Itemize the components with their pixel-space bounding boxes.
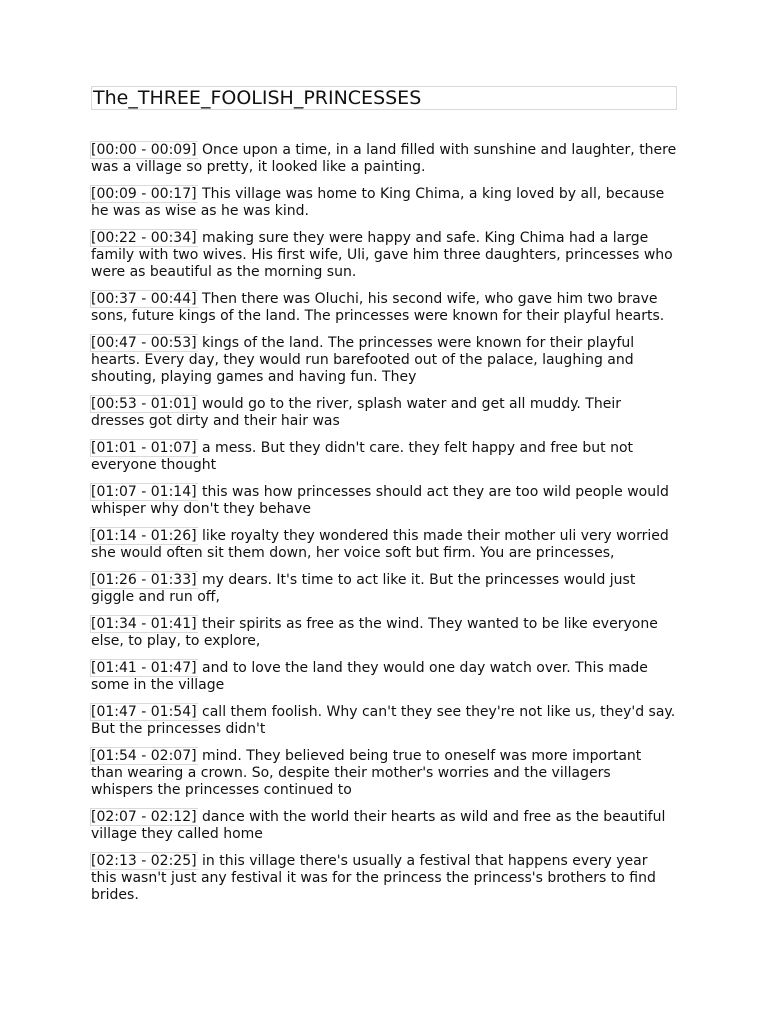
entry-text: a mess. But they didn't care. they felt happy and free but not everyone thought	[91, 440, 633, 473]
timestamp: [00:47 - 00:53]	[91, 335, 197, 351]
transcript-entry	[91, 335, 677, 386]
transcript-entries	[91, 142, 677, 904]
timestamp: [01:34 - 01:41]	[91, 616, 197, 632]
transcript-entry	[91, 616, 677, 650]
entry-text: this was how princesses should act they are too wild people would whisper why don't they behave	[91, 484, 669, 517]
entry-text: like royalty they wondered this made their mother uli very worried she would often sit them down, her voice soft but firm. You are princesses,	[91, 528, 669, 561]
transcript-entry	[91, 230, 677, 281]
entry-text: Once upon a time, in a land filled with sunshine and laughter, there was a village so pretty, it looked like a painting.	[91, 142, 677, 175]
timestamp: [00:00 - 00:09]	[91, 142, 197, 158]
timestamp: [01:54 - 02:07]	[91, 748, 197, 764]
timestamp: [01:01 - 01:07]	[91, 440, 197, 456]
transcript-entry	[91, 142, 677, 176]
transcript-entry	[91, 440, 677, 474]
timestamp: [01:47 - 01:54]	[91, 704, 197, 720]
entry-text: Then there was Oluchi, his second wife, who gave him two brave sons, future kings of the land. The princesses were known for their playful hearts.	[91, 291, 665, 324]
timestamp: [00:53 - 01:01]	[91, 396, 197, 412]
transcript-entry	[91, 748, 677, 799]
transcript-entry	[91, 809, 677, 843]
entry-text: mind. They believed being true to oneself was more important than wearing a crown. So, despite their mother's worries and the villagers whispers the princesses continued to	[91, 748, 642, 798]
transcript-entry	[91, 572, 677, 606]
transcript-entry	[91, 528, 677, 562]
entry-text: kings of the land. The princesses were known for their playful hearts. Every day, they would run barefooted out of the palace, laughing and shouting, playing games and having fun. They	[91, 335, 635, 385]
transcript-entry	[91, 704, 677, 738]
transcript-entry	[91, 291, 677, 325]
transcript-entry	[91, 484, 677, 518]
document-page	[91, 86, 677, 914]
timestamp: [02:13 - 02:25]	[91, 853, 197, 869]
timestamp: [00:22 - 00:34]	[91, 230, 197, 246]
timestamp: [01:14 - 01:26]	[91, 528, 197, 544]
timestamp: [00:37 - 00:44]	[91, 291, 197, 307]
timestamp: [01:41 - 01:47]	[91, 660, 197, 676]
entry-text: making sure they were happy and safe. King Chima had a large family with two wives. His first wife, Uli, gave him three daughters, princesses who were as beautiful as the morning sun.	[91, 230, 673, 280]
entry-text: call them foolish. Why can't they see they're not like us, they'd say. But the princesses didn't	[91, 704, 676, 737]
entry-text: and to love the land they would one day watch over. This made some in the village	[91, 660, 648, 693]
transcript-entry	[91, 186, 677, 220]
transcript-entry	[91, 396, 677, 430]
timestamp: [00:09 - 00:17]	[91, 186, 197, 202]
entry-text: my dears. It's time to act like it. But the princesses would just giggle and run off,	[91, 572, 636, 605]
entry-text: This village was home to King Chima, a king loved by all, because he was as wise as he was kind.	[91, 186, 665, 219]
timestamp: [01:07 - 01:14]	[91, 484, 197, 500]
transcript-entry	[91, 660, 677, 694]
timestamp: [01:26 - 01:33]	[91, 572, 197, 588]
timestamp: [02:07 - 02:12]	[91, 809, 197, 825]
entry-text: their spirits as free as the wind. They wanted to be like everyone else, to play, to explore,	[91, 616, 658, 649]
entry-text: in this village there's usually a festival that happens every year this wasn't just any festival it was for the princess the princess's brothers to find brides.	[91, 853, 656, 903]
entry-text: dance with the world their hearts as wild and free as the beautiful village they called home	[91, 809, 666, 842]
transcript-entry	[91, 853, 677, 904]
document-title: The_THREE_FOOLISH_PRINCESSES	[91, 86, 677, 110]
entry-text: would go to the river, splash water and get all muddy. Their dresses got dirty and their hair was	[91, 396, 621, 429]
